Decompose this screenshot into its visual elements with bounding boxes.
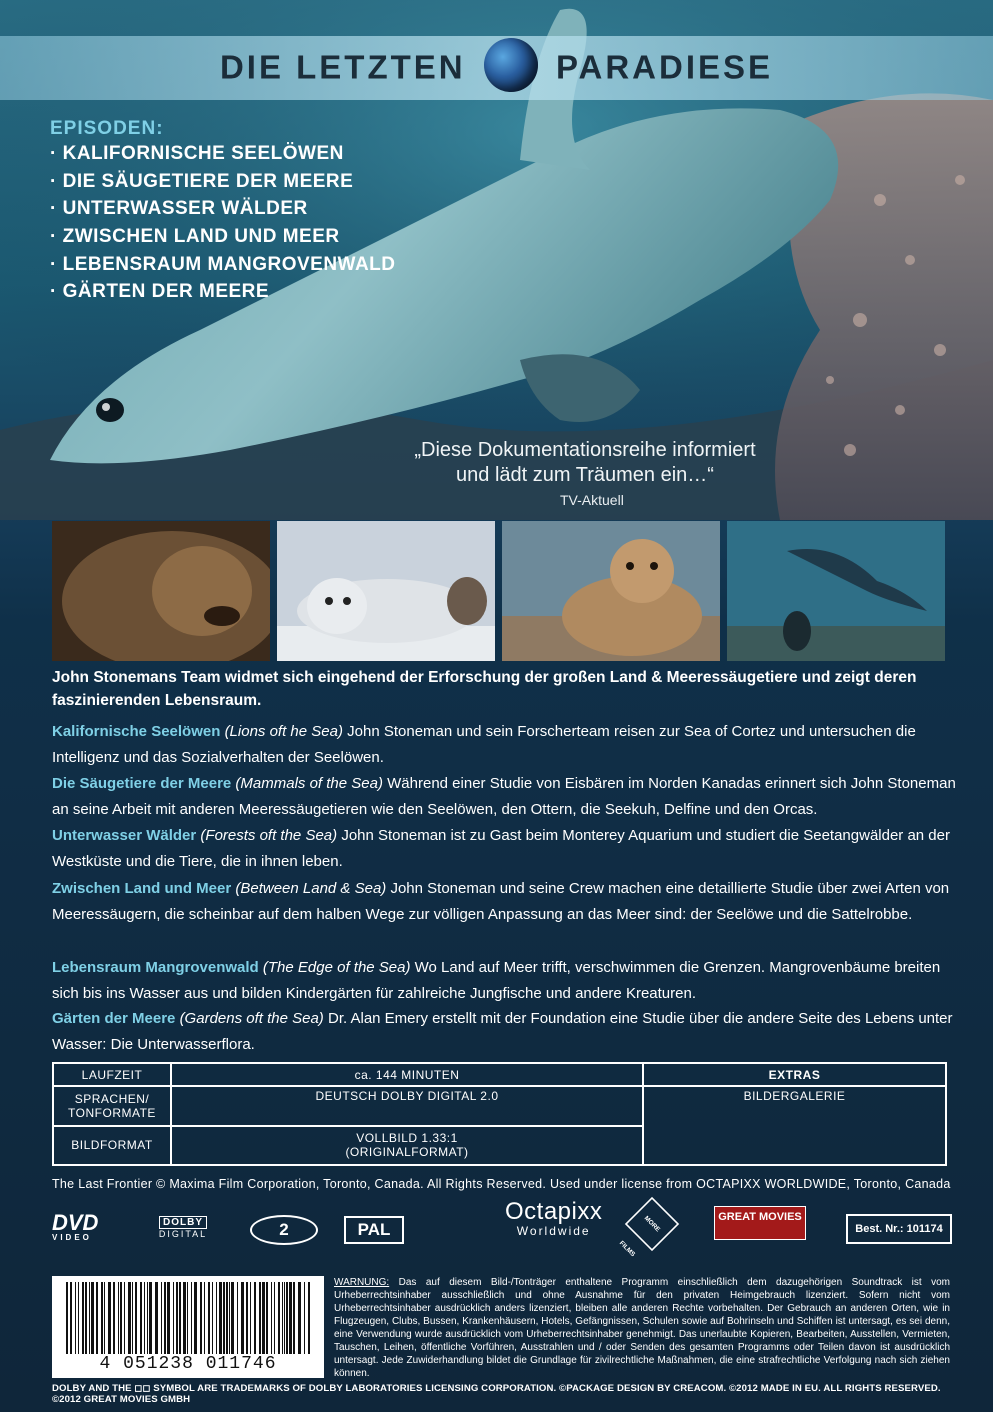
barcode-bar (187, 1282, 188, 1354)
barcode-bar (250, 1282, 251, 1354)
great-movies-logo: GREAT MOVIES (714, 1206, 806, 1240)
barcode-bar (289, 1282, 292, 1354)
barcode-bar (229, 1282, 230, 1354)
barcode-bar (173, 1282, 174, 1354)
episode-description-title: Lebensraum Mangrovenwald (52, 959, 259, 976)
barcode-bar (223, 1282, 225, 1354)
episode-description-title: Gärten der Meere (52, 1010, 176, 1027)
barcode-bar (101, 1282, 103, 1354)
legal-warning (334, 1276, 950, 1380)
quote-source: TV-Aktuell (560, 492, 624, 508)
barcode-bar (113, 1282, 115, 1354)
format-value-line: VOLLBILD 1.33:1 (356, 1131, 458, 1146)
barcode-bar (135, 1282, 137, 1354)
barcode-bar (179, 1282, 181, 1354)
thumbnail-sea-lion-pup (502, 521, 720, 661)
barcode-bar (246, 1282, 248, 1354)
episode-description (52, 1006, 962, 1057)
episode-description (52, 719, 962, 770)
barcode-bar (241, 1282, 244, 1354)
technical-info-table (52, 1062, 947, 1166)
thumbnail-seal-pup (277, 521, 495, 661)
barcode-bar (124, 1282, 125, 1354)
barcode-bar (308, 1282, 310, 1354)
barcode-bar (274, 1282, 275, 1354)
barcode-bar (149, 1282, 152, 1354)
runtime-label: LAUFZEIT (53, 1063, 171, 1086)
barcode-bar (266, 1282, 268, 1354)
barcode-bar (75, 1282, 76, 1354)
episode-item: · GÄRTEN DER MEERE (50, 281, 396, 309)
barcode-bar (66, 1282, 68, 1354)
barcode-bar (140, 1282, 142, 1354)
barcode-bar (254, 1282, 256, 1354)
barcode-bar (219, 1282, 222, 1354)
episode-description-title: Unterwasser Wälder (52, 827, 197, 844)
barcode-bar (144, 1282, 145, 1354)
languages-label: SPRACHEN/ TONFORMATE (53, 1086, 171, 1125)
barcode-bar (262, 1282, 265, 1354)
episode-description (52, 771, 962, 822)
dolby-logo-text: DOLBY (159, 1216, 207, 1229)
barcode-bar (96, 1282, 98, 1354)
episode-description-text: Wo Land auf Meer trifft, verschwimmen die Grenzen. Mangrovenbäume breiten sich bis ins Wasser aus und bilden Kindergärten für zahlreiche Jungfische und andere Kreaturen. (52, 959, 941, 1002)
dolby-logo-subtext: DIGITAL (158, 1229, 208, 1239)
episodes-heading: EPISODEN: (50, 118, 164, 139)
episodes-list (50, 143, 396, 309)
dvd-video-logo (52, 1210, 98, 1242)
languages-value: DEUTSCH DOLBY DIGITAL 2.0 (171, 1086, 643, 1125)
format-value-line: (ORIGINALFORMAT) (345, 1145, 469, 1160)
octapixx-logo-subtext: Worldwide (516, 1224, 591, 1238)
barcode-bar (298, 1282, 301, 1354)
pal-badge: PAL (344, 1216, 404, 1244)
episode-description-text: John Stoneman ist zu Gast beim Monterey Aquarium und studiert die Seetangwälder an der Westküste und die Tiere, die in ihnen leben. (52, 827, 950, 870)
octapixx-logo-text: Octapixx (505, 1198, 603, 1225)
episode-original-title: (Gardens oft the Sea) (179, 1010, 324, 1027)
barcode-bar (89, 1282, 90, 1354)
episode-original-title: (The Edge of the Sea) (262, 959, 411, 976)
barcode-bar (278, 1282, 280, 1354)
barcode-bar (284, 1282, 285, 1354)
barcode-bar (282, 1282, 283, 1354)
extras-value: BILDERGALERIE (643, 1086, 946, 1165)
episode-description-text: Während einer Studie von Eisbären im Norden Kanadas erinnert sich John Stoneman an seine Arbeit mit anderen Meeressäugetieren wie den Seelöwen, den Ottern, die Seekuh, Delfine und den Orcas. (52, 775, 956, 818)
runtime-value: ca. 144 MINUTEN (171, 1063, 643, 1086)
episode-original-title: (Lions oft he Sea) (224, 723, 343, 740)
episode-original-title: (Forests oft the Sea) (200, 827, 338, 844)
barcode-bar (286, 1282, 288, 1354)
series-description: John Stonemans Team widmet sich eingehend der Erforschung der großen Land & Meeressäugetiere und zeigt deren faszinierenden Lebensraum. (52, 669, 917, 709)
episode-description-title: Zwischen Land und Meer (52, 880, 232, 897)
episode-description-title: Kalifornische Seelöwen (52, 723, 221, 740)
quote-line: „Diese Dokumentationsreihe informiert (414, 439, 756, 461)
barcode-bar (191, 1282, 192, 1354)
barcode-bar (167, 1282, 170, 1354)
barcode-bar (226, 1282, 228, 1354)
order-number: Best. Nr.: 101174 (846, 1214, 952, 1244)
thumbnail-manta-ray-diver (727, 521, 945, 661)
barcode-bar (183, 1282, 186, 1354)
barcode-bar (212, 1282, 213, 1354)
barcode-bar (259, 1282, 261, 1354)
barcode-bar (155, 1282, 158, 1354)
dvd-logo-text: DVD (52, 1210, 99, 1235)
episode-description-text: Dr. Alan Emery erstellt mit der Foundation eine Studie über die andere Seite des Lebens unter Wasser: Die Unterwasserflora. (52, 1010, 953, 1053)
barcode-number: 4 051238 011746 (99, 1354, 277, 1374)
warning-label: WARNUNG: (334, 1277, 390, 1288)
barcode-bar (85, 1282, 87, 1354)
barcode-bar (108, 1282, 111, 1354)
quote-line: und lädt zum Träumen ein…“ (456, 464, 714, 486)
press-quote (360, 438, 810, 488)
episode-description (52, 876, 962, 927)
episode-item: · DIE SÄUGETIERE DER MEERE (50, 171, 396, 199)
thumbnail-sea-lion-closeup (52, 521, 270, 661)
barcode-bar (164, 1282, 166, 1354)
barcode-bar (132, 1282, 133, 1354)
barcode-bar (120, 1282, 122, 1354)
format-value (171, 1126, 643, 1165)
octapixx-logo (505, 1198, 602, 1238)
episode-item: · ZWISCHEN LAND UND MEER (50, 226, 396, 254)
copyright-notice: The Last Frontier © Maxima Film Corporation, Toronto, Canada. All Rights Reserved. Used under license from OCTAPIXX WORLDWIDE, Toronto, Canada (52, 1177, 951, 1191)
warning-text: Das auf diesem Bild-/Tonträger enthaltene Programm einschließlich dem dazugehörigen Soundtrack ist vom Urheberrechtsinhaber ausschließlich und ohne Ausnahme für den privaten Heimgebrauch lizenziert. Sofern nicht vom Urheberrechtsinhaber ausdrücklich anders lizenziert, bleiben alle anderen Rechte vorbehalten. Der Gebrauch an anderen Orten, wie in Flugzeugen, Clubs, Bussen, Krankenhäusern, Hotels, Gefängnissen, Schulen sowie auf Bohrinseln und Schiffen ist untersagt, es sei denn, eine Verwendung wurde ausdrücklich vom Urheberrechtsinhaber genehmigt. Das unerlaubte Kopieren, Bearbeiten, Ausstellen, Vermieten, Tauschen, Leihen, öffentliche Vorführen, Ausstrahlen und / oder Senden des gesamten Programms oder Teilen davon ist ausdrücklich untersagt. Jede Zuwiderhandlung bildet die Grundlage für zivilrechtliche Maßnahmen, die eine strafrechtliche Verfolgung nach sich ziehen können. (334, 1277, 950, 1379)
title-left: DIE LETZTEN (219, 48, 466, 86)
episode-item: · LEBENSRAUM MANGROVENWALD (50, 254, 396, 282)
barcode-bar (200, 1282, 202, 1354)
trademark-footer: DOLBY AND THE ◻◻ SYMBOL ARE TRADEMARKS OF DOLBY LABORATORIES LICENSING CORPORATION. ©PACKAGE DESIGN BY CREACOM. ©2012 MADE IN EU. ALL RIGHTS RESERVED. ©2012 GREAT MOVIES GMBH (52, 1383, 941, 1405)
episode-item: · KALIFORNISCHE SEELÖWEN (50, 143, 396, 171)
episode-description (52, 823, 962, 874)
episode-item: · UNTERWASSER WÄLDER (50, 198, 396, 226)
barcode-bar (91, 1282, 94, 1354)
globe-icon (484, 38, 538, 92)
format-label: BILDFORMAT (53, 1126, 171, 1165)
more-films-logo: MORE FILMS (625, 1197, 679, 1251)
episode-original-title: (Between Land & Sea) (235, 880, 387, 897)
barcode-bar (271, 1282, 272, 1354)
episode-description-text: John Stoneman und seine Crew machen eine detaillierte Studie über zwei Arten von Meeressäugern, die scheinbar auf dem halben Wege zur völligen Anpassung an das Meer sind: der Seelöwe und die Sattelrobbe. (52, 880, 950, 923)
barcode-bar (208, 1282, 210, 1354)
barcode-bar (161, 1282, 162, 1354)
barcode-bar (293, 1282, 295, 1354)
episode-description (52, 955, 962, 1006)
barcode-bar (176, 1282, 178, 1354)
barcode-bar (82, 1282, 84, 1354)
episode-original-title: (Mammals of the Sea) (235, 775, 383, 792)
barcode-bar (147, 1282, 148, 1354)
barcode-bar (204, 1282, 205, 1354)
barcode-bar (78, 1282, 79, 1354)
barcode-bar (104, 1282, 105, 1354)
episode-description-text: John Stoneman und sein Forscherteam reisen zur Sea of Cortez und untersuchen die Intelligenz und das Sozialverhalten der Seelöwen. (52, 723, 916, 766)
barcode-bar (216, 1282, 217, 1354)
region-code-badge: 2 (250, 1215, 318, 1245)
title-right: PARADIESE (555, 48, 774, 86)
episode-description-title: Die Säugetiere der Meere (52, 775, 232, 792)
barcode-bar (118, 1282, 119, 1354)
barcode-bar (70, 1282, 72, 1354)
dvd-logo-subtext: VIDEO (52, 1233, 92, 1242)
dolby-digital-logo (148, 1216, 218, 1239)
series-title (0, 48, 993, 92)
barcode-bar (304, 1282, 305, 1354)
barcode-bar (194, 1282, 197, 1354)
extras-label: EXTRAS (643, 1063, 946, 1086)
barcode-bar (231, 1282, 234, 1354)
barcode-bar (237, 1282, 238, 1354)
barcode-bar (128, 1282, 131, 1354)
